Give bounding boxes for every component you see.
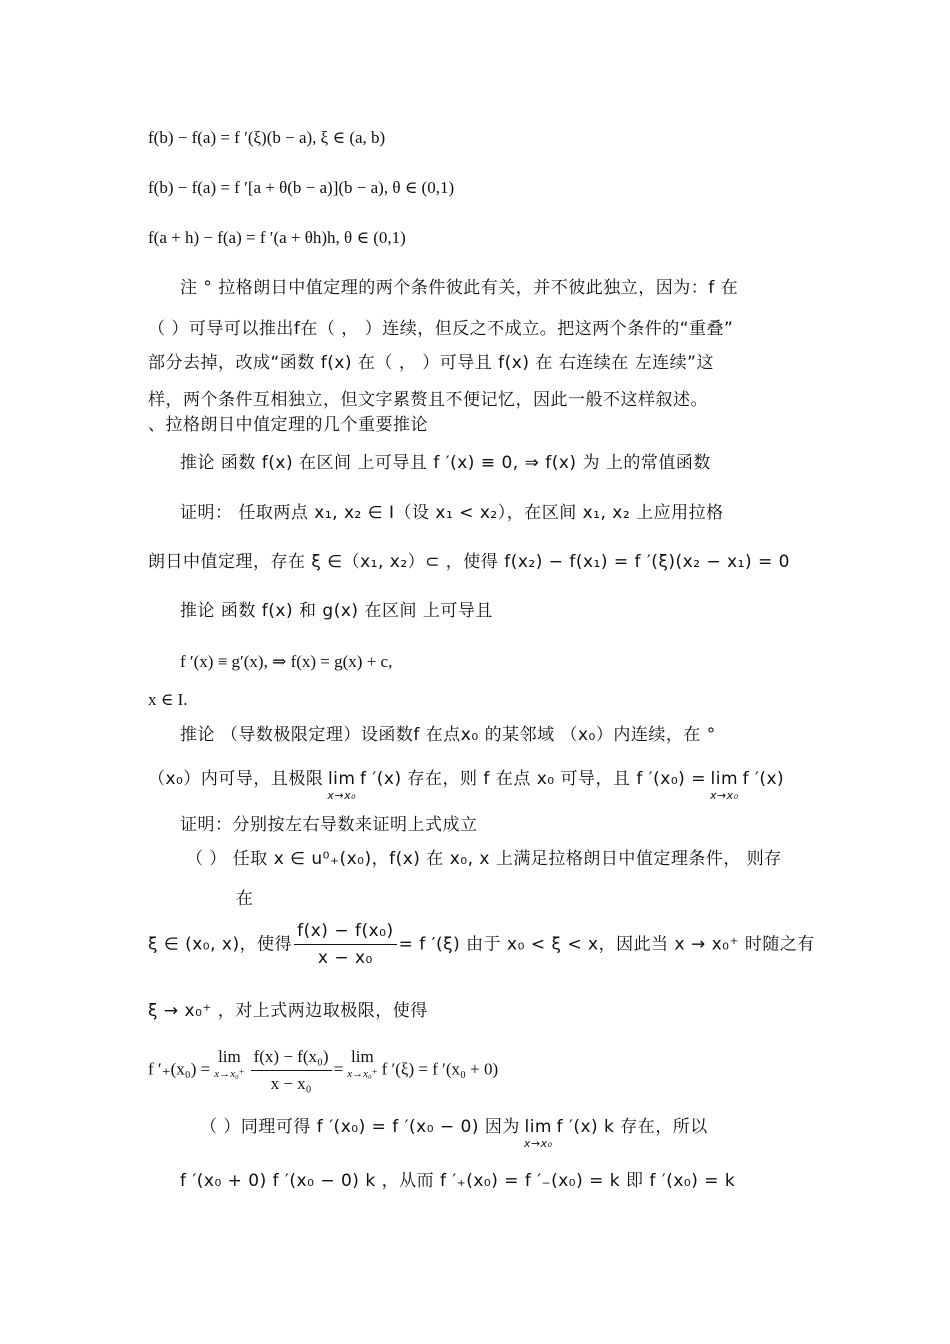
cor3-line2-a: （x₀）内可导，且极限 [148,769,324,789]
fraction-denominator: x − x₀ [270,1074,312,1093]
lim-subscript: x→x₀ [523,1137,553,1150]
fraction-numerator: f(x) − f(x₀) [251,1046,332,1071]
fraction-denominator: x − x₀ [317,948,373,968]
cor3-line2-c: f ′(x) [742,769,785,789]
proof-3-case-1: （ ） 任取 x ∈ u⁰₊(x₀)，f(x) 在 x₀, x 上满足拉格朗日中值定理条件， 则存 [186,849,782,869]
proof-1-line-2: 朗日中值定理，存在 ξ ∈（x₁, x₂）⊂ ，使得 f(x₂) − f(x₁) = f ′(ξ)(x₂ − x₁) = 0 [148,552,790,572]
cor3-line2-b: f ′(x) 存在，则 f 在点 x₀ 可导，且 f ′(x₀) = [360,769,706,789]
proof-3-limit-line: ξ → x₀⁺ ，对上式两边取极限，使得 [148,1001,428,1021]
right-derivative-equation [148,1046,498,1095]
limit-expression [327,768,356,802]
limeq-post: f ′(ξ) = f ′(x₀ + 0) [381,1059,499,1079]
note-line-2: （ ）可导可以推出f在（ ， ）连续，但反之不成立。把这两个条件的“重叠” [148,319,734,339]
note-line-4: 样，两个条件互相独立，但文字累赘且不便记忆，因此一般不这样叙述。 [148,390,708,410]
fraction-numerator: f(x) − f(x₀) [294,920,397,945]
lim-word: lim [218,1047,241,1066]
lim-word: lim [351,1047,374,1066]
limeq-pre: f ′₊(x₀) = [148,1059,211,1079]
proof-3-case-1-cont: 在 [236,889,254,909]
lim-subscript: x→x₀ [327,789,357,802]
mvt-post: = f ′(ξ) 由于 x₀ < ξ < x，因此当 x → x₀⁺ 时随之有 [398,934,815,955]
note-line-3: 部分去掉，改成“函数 f(x) 在（ ， ）可导且 f(x) 在 右连续在 左连续”这 [148,353,714,373]
note-line-1: 注 ° 拉格朗日中值定理的两个条件彼此有关，并不彼此独立，因为：f 在 [180,278,739,298]
lim-subscript: x→x₀ [709,789,739,802]
proof-3-case-2 [200,1116,708,1150]
formula-lagrange-3: f(a + h) − f(a) = f ′(a + θh)h, θ ∈ (0,1) [148,228,406,247]
case2-a: （ ）同理可得 f ′(x₀) = f ′(x₀ − 0) 因为 [200,1117,520,1137]
proof-3-conclusion: f ′(x₀ + 0) f ′(x₀ − 0) k ，从而 f ′₊(x₀) = f ′₋(x₀) = k 即 f ′(x₀) = k [180,1171,736,1191]
limit-expression-2 [710,768,739,802]
lim-word: lim [327,769,356,789]
proof-1-line-1: 证明： 任取两点 x₁, x₂ ∈ I（设 x₁ < x₂），在区间 x₁, x₂ 上应用拉格 [180,503,724,523]
limeq-mid: = [333,1059,344,1079]
difference-quotient [294,920,397,969]
limit-right [214,1046,244,1080]
section-heading: 、拉格朗日中值定理的几个重要推论 [148,415,428,435]
lim-subscript: x→x₀⁺ [214,1068,245,1080]
corollary-3-line-2 [148,768,784,802]
lim-word: lim [710,769,739,789]
mvt-pre: ξ ∈ (x₀, x)，使得 [148,934,293,955]
lim-subscript: x→x₀⁺ [347,1068,378,1080]
proof-3-mvt-line [148,920,815,969]
formula-lagrange-2: f(b) − f(a) = f ′[a + θ(b − a)](b − a), θ ∈ (0,1) [148,178,455,197]
limit-right-2 [347,1046,377,1080]
difference-quotient-2 [251,1046,332,1095]
lim-word: lim [524,1117,552,1137]
formula-lagrange-1: f(b) − f(a) = f ′(ξ)(b − a), ξ ∈ (a, b) [148,128,386,147]
corollary-2-equation: f ′(x) ≡ g′(x), ⇒ f(x) = g(x) + c, [180,652,393,671]
corollary-1: 推论 函数 f(x) 在区间 上可导且 f ′(x) ≡ 0, ⇒ f(x) 为 上的常值函数 [180,453,711,473]
corollary-2-domain: x ∈ I. [148,690,188,709]
case2-b: f ′(x) k 存在，所以 [556,1117,708,1137]
corollary-3-line-1: 推论 （导数极限定理）设函数f 在点x₀ 的某邻域 （x₀）内连续，在 ° [180,725,716,745]
limit-expression-3 [524,1116,553,1150]
corollary-2: 推论 函数 f(x) 和 g(x) 在区间 上可导且 [180,601,493,621]
proof-3-line-1: 证明：分别按左右导数来证明上式成立 [180,815,478,835]
